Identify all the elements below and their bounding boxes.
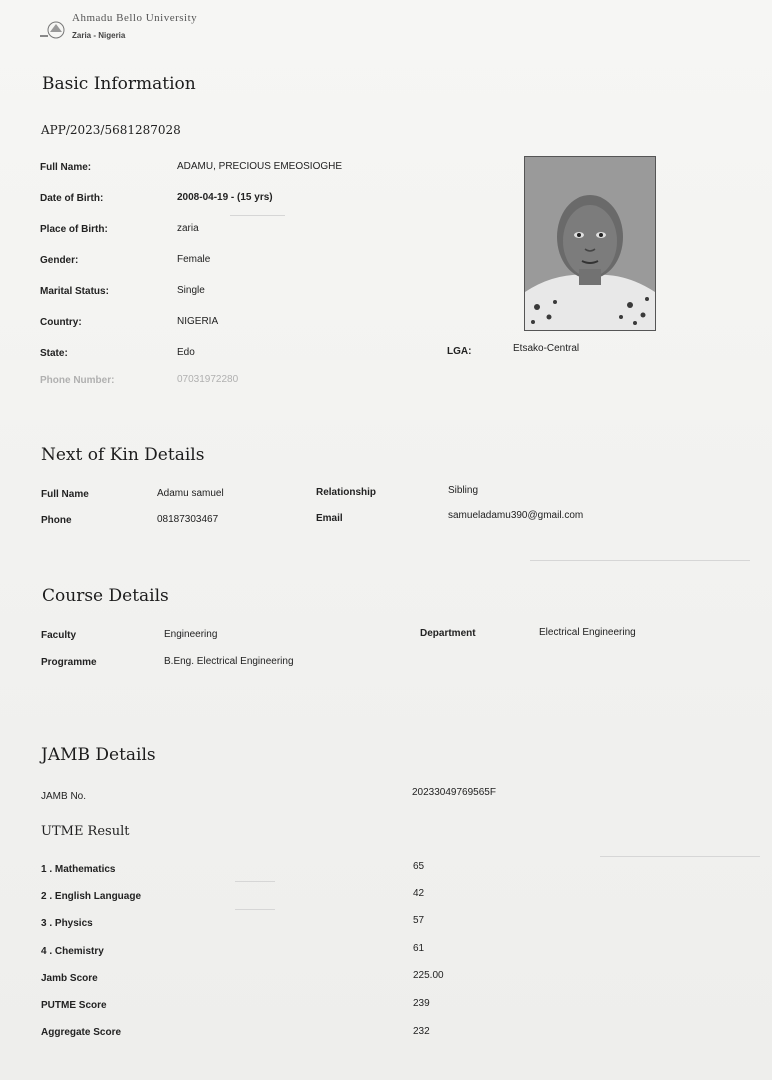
nok-email-label: Email [316,513,343,524]
department-value: Electrical Engineering [539,627,636,638]
subject-score: 65 [413,861,425,872]
jamb-no-label: JAMB No. [41,791,87,802]
subject-score: 42 [413,888,425,899]
jamb-no-value: 20233049769565F [412,787,496,798]
gender-value: Female [177,254,211,265]
application-number: APP/2023/5681287028 [41,123,181,137]
subject-score: 61 [413,943,425,954]
state-value: Edo [177,347,195,358]
putme-score-label: PUTME Score [41,1000,107,1011]
nok-email-value: samueladamu390@gmail.com [448,510,584,521]
subject-label: 4 . Chemistry [41,946,104,957]
lga-value: Etsako-Central [513,343,580,354]
dob-label: Date of Birth: [40,193,104,204]
subject-label: 1 . Mathematics [41,864,116,875]
scan-artifact [235,909,275,910]
university-location: Zaria - Nigeria [72,31,126,40]
pob-label: Place of Birth: [40,224,108,235]
subject-label: 3 . Physics [41,918,93,929]
full-name-value: ADAMU, PRECIOUS EMEOSIOGHE [177,161,343,172]
phone-label: Phone Number: [40,375,115,386]
course-details-title: Course Details [42,586,169,606]
faculty-value: Engineering [164,629,218,640]
putme-score-value: 239 [413,998,430,1009]
aggregate-score-label: Aggregate Score [41,1027,122,1038]
phone-value: 07031972280 [177,374,239,385]
aggregate-score-value: 232 [413,1026,430,1037]
marital-status-value: Single [177,285,205,296]
dob-value: 2008-04-19 - (15 yrs) [177,192,273,203]
subject-label: 2 . English Language [41,891,142,902]
programme-label: Programme [41,657,97,668]
scan-artifact [230,215,285,216]
utme-result-title: UTME Result [41,824,130,839]
lga-label: LGA: [447,346,472,357]
basic-info-title: Basic Information [42,74,196,94]
programme-value: B.Eng. Electrical Engineering [164,656,294,667]
subject-score: 57 [413,915,425,926]
faculty-label: Faculty [41,630,77,641]
next-of-kin-title: Next of Kin Details [41,445,205,465]
nok-relationship-label: Relationship [316,487,377,498]
nok-phone-value: 08187303467 [157,514,219,525]
gender-label: Gender: [40,255,79,266]
scan-artifact [530,560,750,561]
nok-relationship-value: Sibling [448,485,479,496]
jamb-score-value: 225.00 [413,970,444,981]
scan-artifact [235,881,275,882]
pob-value: zaria [177,223,199,234]
jamb-score-label: Jamb Score [41,973,98,984]
marital-status-label: Marital Status: [40,286,109,297]
department-label: Department [420,628,476,639]
country-label: Country: [40,317,82,328]
university-name: Ahmadu Bello University [72,12,198,24]
nok-full-name-label: Full Name [41,489,89,500]
scan-artifact [600,856,760,857]
full-name-label: Full Name: [40,162,92,173]
university-logo [36,18,76,42]
nok-full-name-value: Adamu samuel [157,488,224,499]
person-portrait-icon [525,157,655,330]
passport-photo [524,156,656,331]
jamb-details-title: JAMB Details [41,745,156,765]
country-value: NIGERIA [177,316,219,327]
state-label: State: [40,348,68,359]
nok-phone-label: Phone [41,515,72,526]
